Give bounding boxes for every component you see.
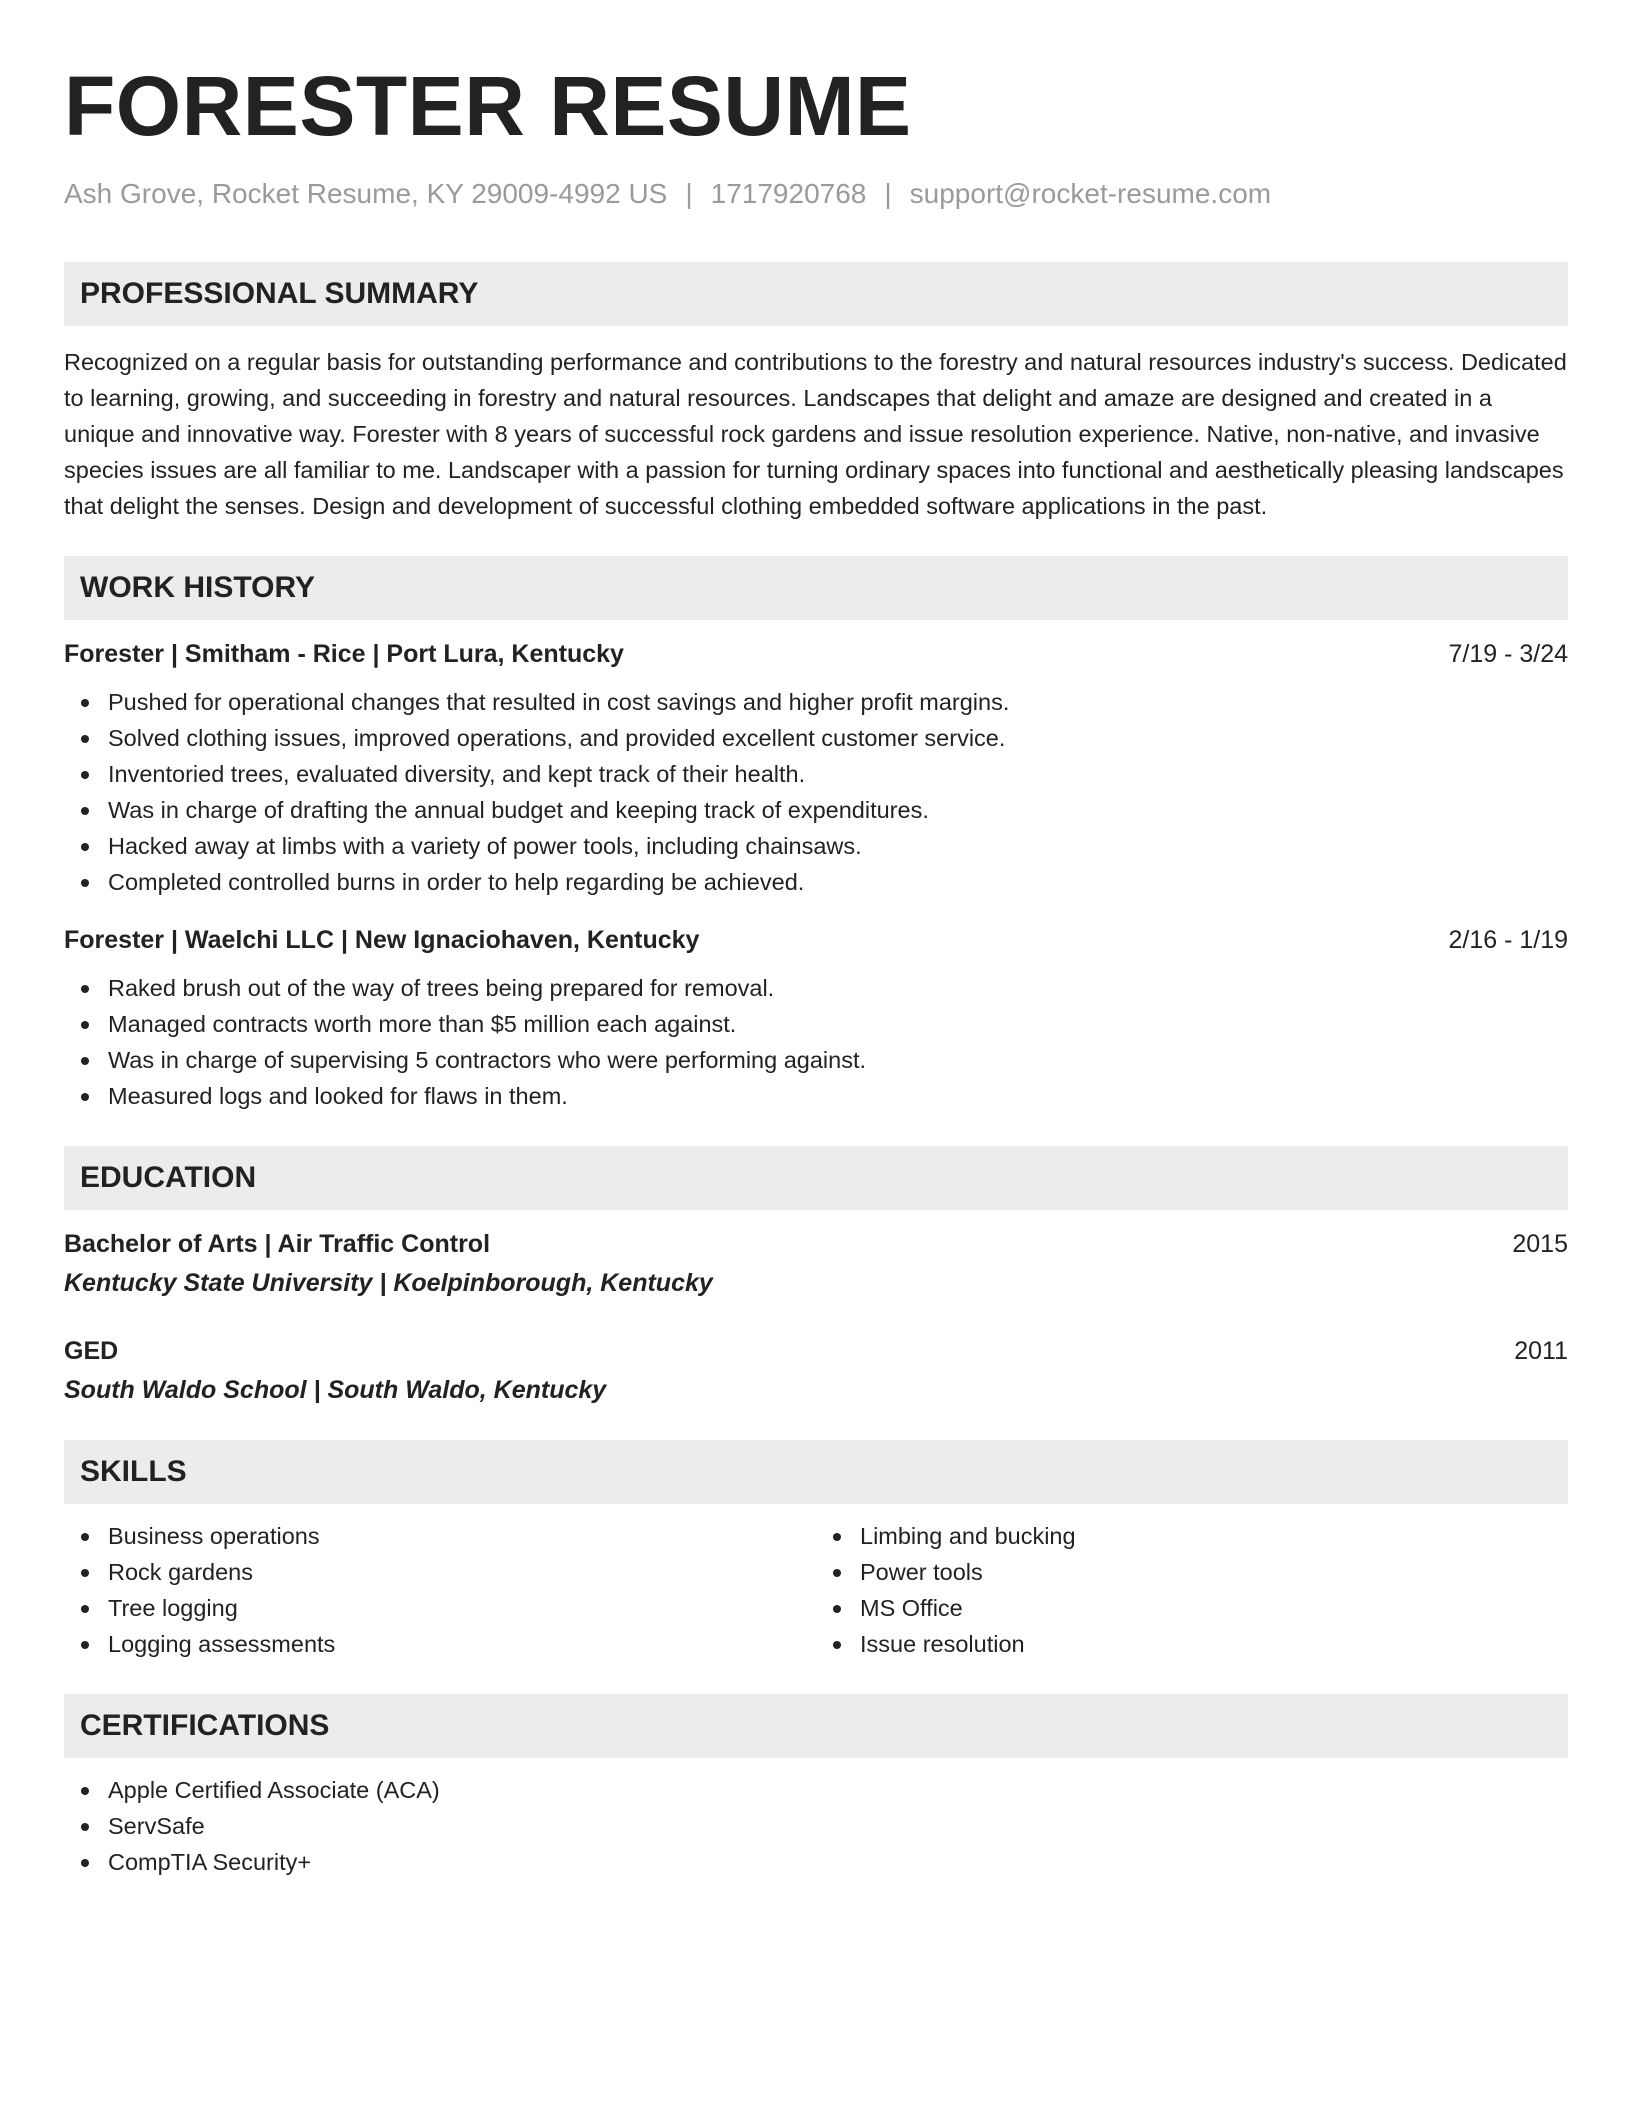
- job-bullet: Managed contracts worth more than $5 million each against.: [64, 1006, 1568, 1042]
- section-header-work-history: WORK HISTORY: [64, 556, 1568, 620]
- job-bullets: [64, 970, 1568, 1114]
- job-bullet: Pushed for operational changes that resulted in cost savings and higher profit margins.: [64, 684, 1568, 720]
- job-bullet: Was in charge of drafting the annual budget and keeping track of expenditures.: [64, 792, 1568, 828]
- skill-item: Tree logging: [64, 1590, 816, 1626]
- contact-line: [64, 176, 1568, 212]
- job-entry: [64, 636, 1568, 900]
- resume-title: FORESTER RESUME: [64, 59, 912, 153]
- contact-separator: |: [685, 178, 693, 209]
- section-header-education: EDUCATION: [64, 1146, 1568, 1210]
- skill-item: Power tools: [816, 1554, 1568, 1590]
- job-bullet: Measured logs and looked for flaws in them.: [64, 1078, 1568, 1114]
- contact-separator: |: [884, 178, 892, 209]
- certification-item: Apple Certified Associate (ACA): [64, 1772, 1568, 1808]
- section-header-certifications: CERTIFICATIONS: [64, 1694, 1568, 1758]
- skills-column-left: [64, 1518, 816, 1662]
- job-header: [64, 636, 1568, 672]
- certification-item: CompTIA Security+: [64, 1844, 1568, 1880]
- job-bullet: Inventoried trees, evaluated diversity, and kept track of their health.: [64, 756, 1568, 792]
- job-bullet: Solved clothing issues, improved operations, and provided excellent customer service.: [64, 720, 1568, 756]
- education-header: [64, 1226, 1568, 1262]
- section-header-summary: PROFESSIONAL SUMMARY: [64, 262, 1568, 326]
- education-degree: Bachelor of Arts | Air Traffic Control: [64, 1230, 491, 1258]
- skill-item: Logging assessments: [64, 1626, 816, 1662]
- job-title: Forester | Waelchi LLC | New Ignaciohaven, Kentucky: [64, 926, 700, 954]
- education-school: South Waldo School | South Waldo, Kentucky: [64, 1376, 607, 1404]
- section-header-skills: SKILLS: [64, 1440, 1568, 1504]
- job-header: [64, 922, 1568, 958]
- job-title: Forester | Smitham - Rice | Port Lura, Kentucky: [64, 640, 624, 668]
- skills-grid: [64, 1518, 1568, 1662]
- certifications-bullets: [64, 1772, 1568, 1880]
- job-bullet: Hacked away at limbs with a variety of power tools, including chainsaws.: [64, 828, 1568, 864]
- job-dates: 2/16 - 1/19: [1448, 926, 1568, 954]
- job-bullet: Raked brush out of the way of trees being prepared for removal.: [64, 970, 1568, 1006]
- contact-address: Ash Grove, Rocket Resume, KY 29009-4992 US: [64, 178, 668, 209]
- education-entry: [64, 1226, 1568, 1301]
- skill-item: Rock gardens: [64, 1554, 816, 1590]
- skill-item: Limbing and bucking: [816, 1518, 1568, 1554]
- skills-column-right: [816, 1518, 1568, 1662]
- certification-item: ServSafe: [64, 1808, 1568, 1844]
- education-school: Kentucky State University | Koelpinborough, Kentucky: [64, 1269, 713, 1297]
- education-year: 2015: [1512, 1230, 1568, 1258]
- skill-item: MS Office: [816, 1590, 1568, 1626]
- education-degree: GED: [64, 1337, 119, 1365]
- skill-item: Issue resolution: [816, 1626, 1568, 1662]
- education-year: 2011: [1514, 1337, 1568, 1365]
- job-bullet: Completed controlled burns in order to help regarding be achieved.: [64, 864, 1568, 900]
- education-entry: [64, 1333, 1568, 1408]
- contact-phone: 1717920768: [710, 178, 867, 209]
- education-header: [64, 1333, 1568, 1369]
- job-bullet: Was in charge of supervising 5 contractors who were performing against.: [64, 1042, 1568, 1078]
- summary-text: Recognized on a regular basis for outstanding performance and contributions to the forestry and natural resources industry's success. Dedicated to learning, growing, and succeeding in forestry and natural resources. Landscapes that delight and amaze are designed and created in a unique and innovative way. Forester with 8 years of successful rock gardens and issue resolution experience. Native, non-native, and invasive species issues are all familiar to me. Landscaper with a passion for turning ordinary spaces into functional and aesthetically pleasing landscapes that delight the senses. Design and development of successful clothing embedded software applications in the past.: [64, 349, 1567, 519]
- skill-item: Business operations: [64, 1518, 816, 1554]
- certifications-list: [64, 1772, 1568, 1880]
- contact-email: support@rocket-resume.com: [909, 178, 1272, 209]
- job-dates: 7/19 - 3/24: [1448, 640, 1568, 668]
- job-entry: [64, 922, 1568, 1114]
- job-bullets: [64, 684, 1568, 900]
